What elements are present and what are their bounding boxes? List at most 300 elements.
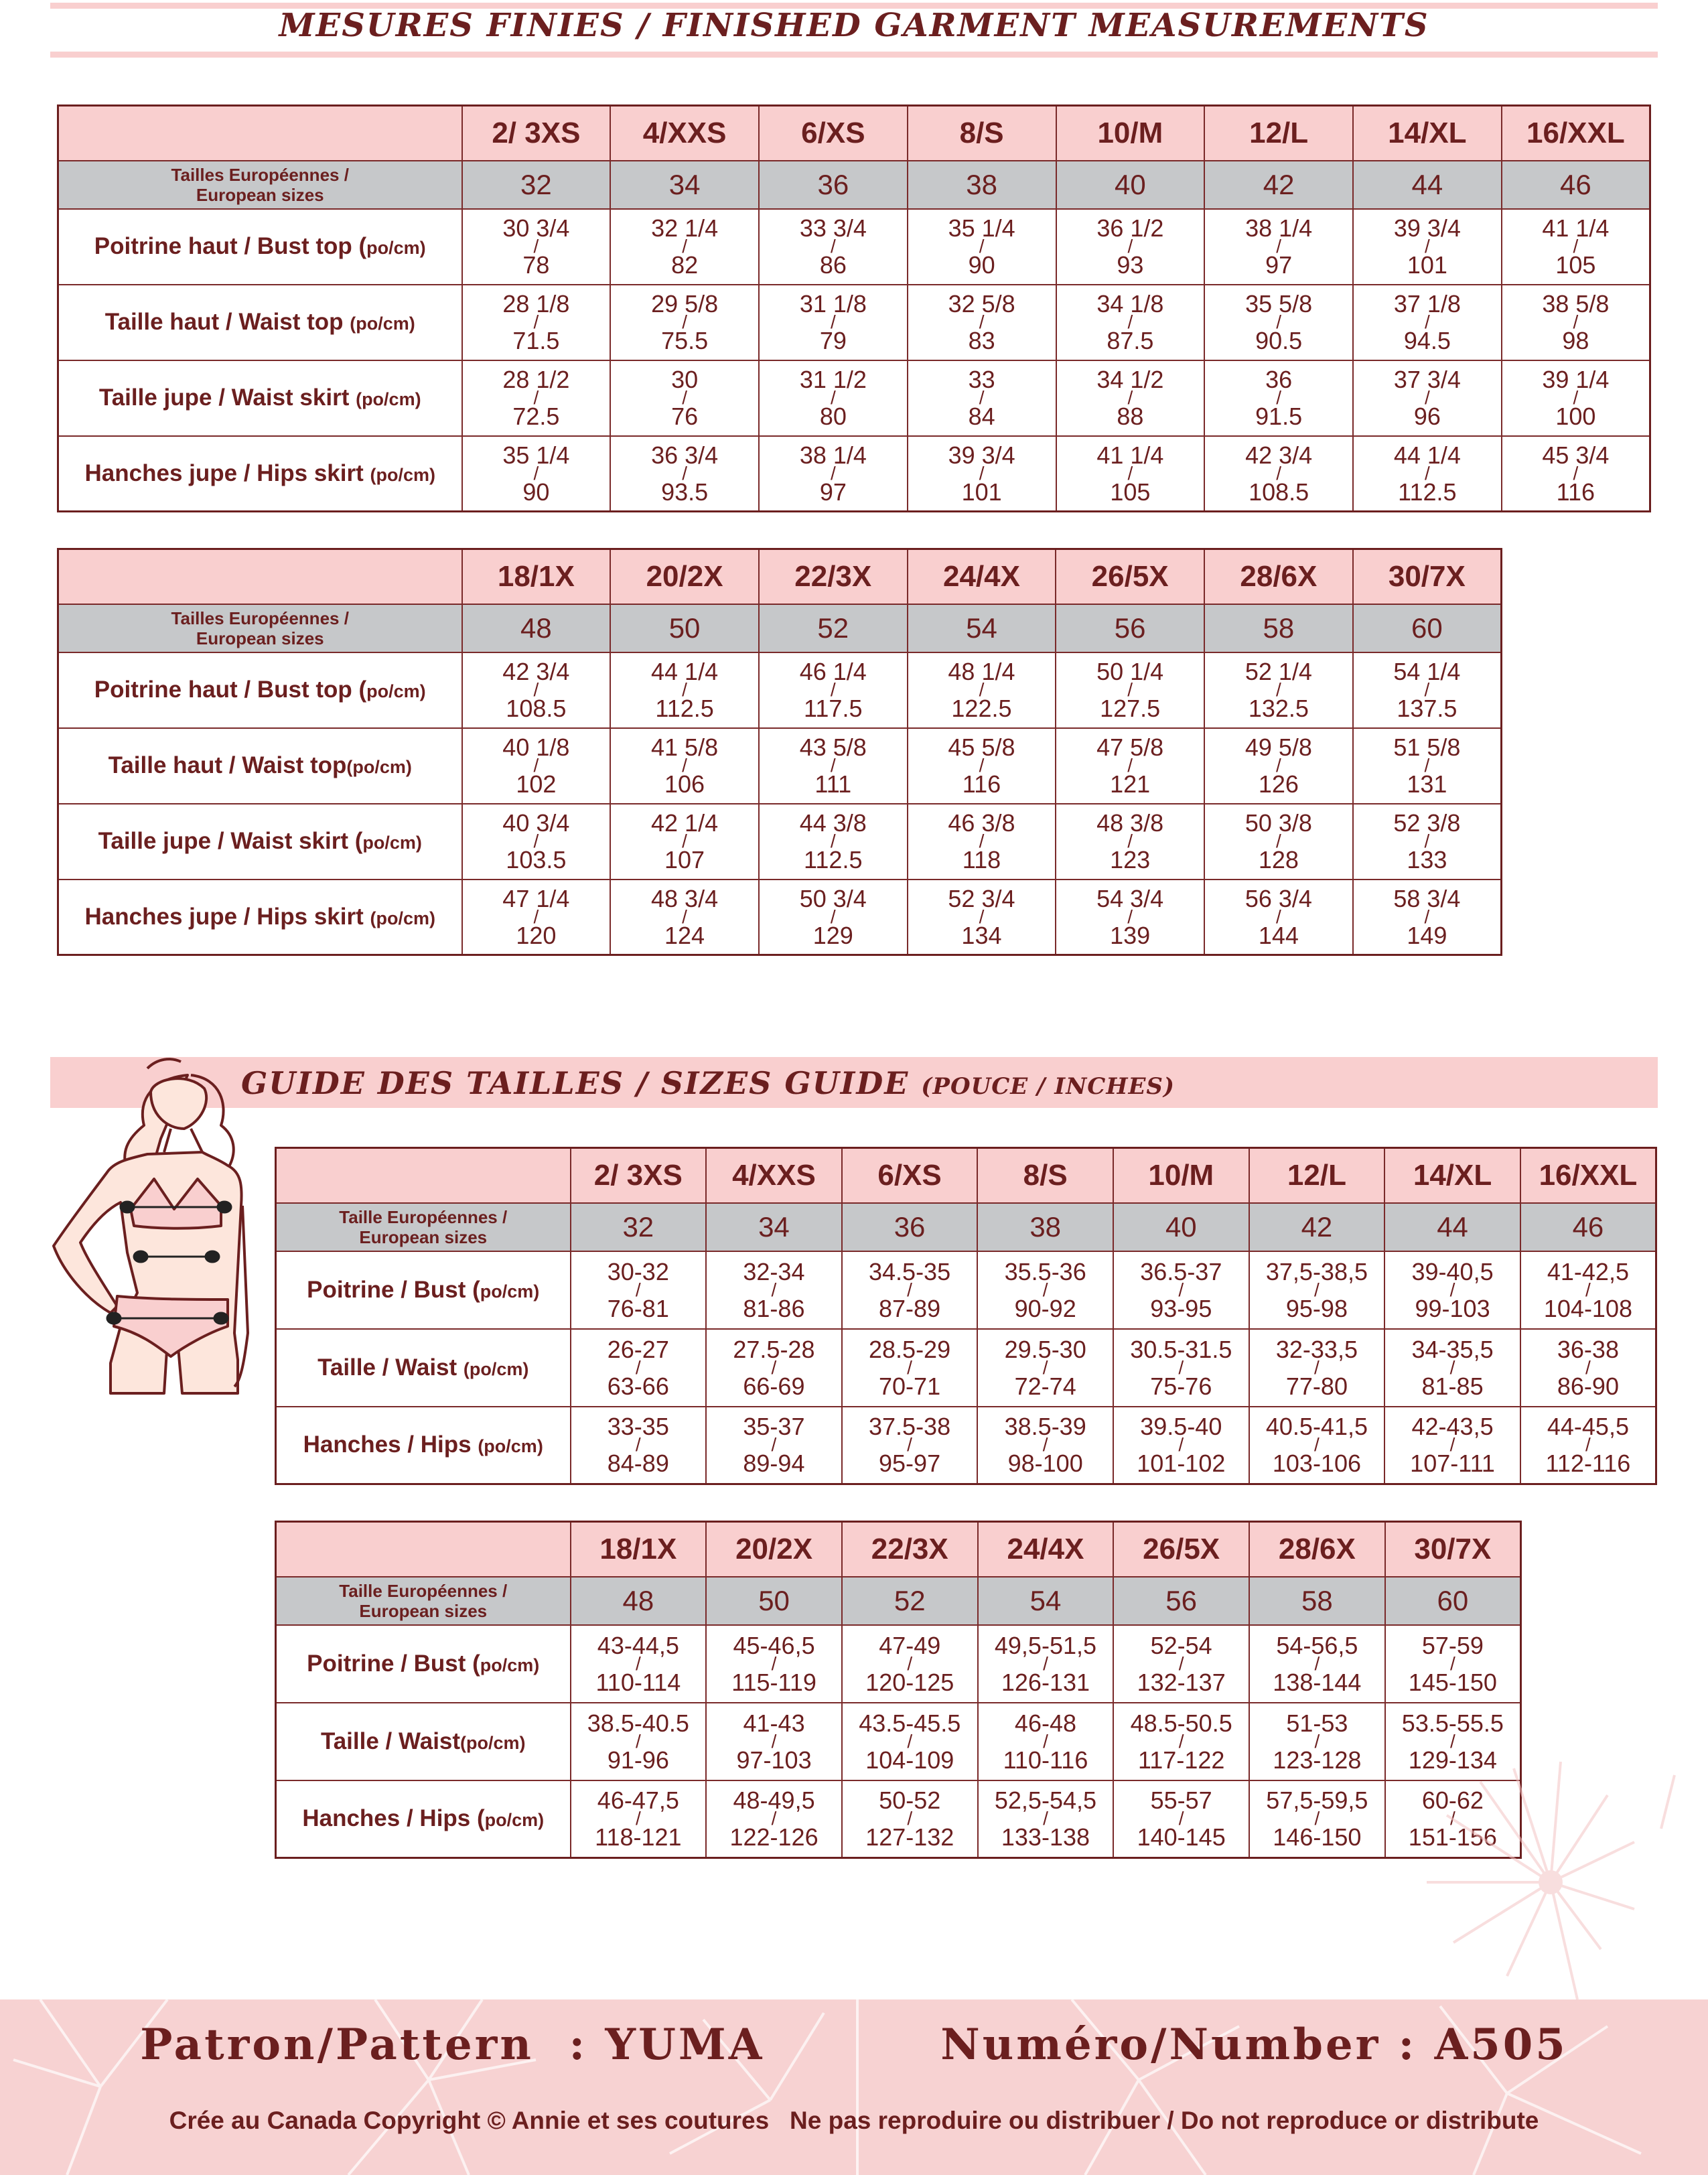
cm-value: 110-114 bbox=[595, 1668, 681, 1696]
size-header-cell: 16/XXL bbox=[1502, 106, 1650, 161]
measurement-cell bbox=[842, 1407, 978, 1484]
value-separator: / bbox=[682, 387, 688, 408]
size-header-cell: 28/6X bbox=[1204, 549, 1353, 604]
value-separator: / bbox=[979, 831, 985, 851]
sizes-guide-title-text: GUIDE DES TAILLES / SIZES GUIDE bbox=[241, 1065, 922, 1101]
cm-value: 104-108 bbox=[1543, 1294, 1632, 1322]
measurement-cell bbox=[977, 1251, 1113, 1329]
value-separator: / bbox=[533, 311, 539, 332]
cm-value: 106 bbox=[664, 770, 705, 798]
sizes-guide-table-2 bbox=[275, 1521, 1522, 1859]
measurement-cell bbox=[908, 436, 1056, 512]
inches-value: 36.5-37 bbox=[1140, 1257, 1222, 1285]
size-header-cell: 18/1X bbox=[462, 549, 611, 604]
cm-value: 120-125 bbox=[865, 1668, 954, 1696]
measurement-cell bbox=[462, 728, 611, 804]
value-separator: / bbox=[1127, 462, 1133, 484]
measurement-label bbox=[58, 652, 462, 728]
inches-value: 49 5/8 bbox=[1244, 733, 1312, 761]
value-separator: / bbox=[1178, 1808, 1184, 1829]
value-separator: / bbox=[533, 462, 539, 484]
measurement-cell bbox=[759, 360, 908, 436]
measurement-unit: po/cm) bbox=[366, 681, 426, 701]
inches-value: 40 1/8 bbox=[502, 733, 570, 761]
measurement-cell bbox=[1384, 1329, 1520, 1407]
inches-value: 48.5-50.5 bbox=[1130, 1709, 1232, 1737]
measurement-label-text: Hanches jupe / Hips skirt bbox=[84, 903, 370, 930]
measurement-row bbox=[276, 1407, 1656, 1484]
measurement-cell bbox=[978, 1703, 1114, 1780]
measurement-cell bbox=[1204, 804, 1353, 880]
value-separator: / bbox=[1043, 1808, 1048, 1829]
measurement-cell bbox=[1113, 1329, 1249, 1407]
value-separator: / bbox=[1424, 311, 1430, 332]
measurement-cell bbox=[1056, 360, 1205, 436]
cm-value: 112.5 bbox=[1398, 478, 1457, 506]
cm-value: 101 bbox=[961, 478, 1002, 506]
inches-value: 39-40,5 bbox=[1411, 1257, 1494, 1285]
value-separator: / bbox=[1276, 311, 1282, 332]
measurement-cell bbox=[571, 1329, 707, 1407]
value-separator: / bbox=[907, 1279, 912, 1300]
cm-value: 108.5 bbox=[506, 695, 567, 722]
size-header-cell: 16/XXL bbox=[1520, 1148, 1656, 1203]
value-separator: / bbox=[979, 387, 985, 408]
measurement-cell bbox=[842, 1329, 978, 1407]
measurement-cell bbox=[1204, 652, 1353, 728]
cm-value: 103.5 bbox=[506, 846, 567, 873]
value-separator: / bbox=[1178, 1434, 1184, 1456]
inches-value: 38.5-39 bbox=[1004, 1413, 1086, 1441]
inches-value: 52 3/4 bbox=[948, 884, 1015, 912]
cm-value: 102 bbox=[516, 770, 557, 798]
value-separator: / bbox=[1573, 462, 1579, 484]
measurement-cell bbox=[1113, 1625, 1249, 1703]
value-separator: / bbox=[771, 1730, 777, 1752]
measurement-unit: po/cm) bbox=[480, 1281, 540, 1302]
measurement-cell bbox=[571, 1703, 707, 1780]
european-size-cell: 56 bbox=[1113, 1577, 1249, 1625]
measurement-cell bbox=[908, 285, 1056, 360]
inches-value: 48 3/8 bbox=[1096, 809, 1164, 837]
measurement-row bbox=[276, 1703, 1521, 1780]
measurement-cell bbox=[1204, 728, 1353, 804]
measurement-cell bbox=[759, 728, 908, 804]
pattern-number: Numéro/Number : A505 bbox=[940, 2020, 1568, 2070]
measurement-cell bbox=[1502, 436, 1650, 512]
value-separator: / bbox=[635, 1279, 641, 1300]
measurement-cell bbox=[908, 804, 1056, 880]
inches-value: 43.5-45.5 bbox=[859, 1709, 961, 1737]
measurement-row bbox=[58, 880, 1502, 955]
measurement-cell bbox=[1502, 285, 1650, 360]
measurement-label-text: Poitrine haut / Bust top ( bbox=[94, 677, 367, 703]
value-separator: / bbox=[830, 831, 836, 851]
size-header-cell: 14/XL bbox=[1384, 1148, 1520, 1203]
size-header-cell: 10/M bbox=[1113, 1148, 1249, 1203]
inches-value: 31 1/2 bbox=[799, 366, 867, 393]
measurement-label bbox=[58, 880, 462, 955]
sizes-guide-table-1 bbox=[275, 1147, 1657, 1485]
value-separator: / bbox=[1127, 831, 1133, 851]
cm-value: 127-132 bbox=[865, 1823, 954, 1851]
value-separator: / bbox=[1314, 1356, 1320, 1378]
measurement-cell bbox=[842, 1251, 978, 1329]
measurement-cell bbox=[1353, 804, 1502, 880]
eu-label-line-1: Taille Européennes / bbox=[339, 1580, 508, 1601]
value-separator: / bbox=[1424, 755, 1430, 776]
european-size-cell: 58 bbox=[1249, 1577, 1385, 1625]
inches-value: 36-38 bbox=[1557, 1335, 1619, 1363]
cm-value: 133 bbox=[1407, 846, 1447, 873]
measurement-cell bbox=[908, 209, 1056, 285]
eu-label-line-1: Tailles Européennes / bbox=[171, 608, 349, 628]
european-size-cell: 48 bbox=[571, 1577, 707, 1625]
inches-value: 26-27 bbox=[607, 1335, 669, 1363]
cm-value: 128 bbox=[1258, 846, 1299, 873]
measurement-label-text: Taille / Waist bbox=[320, 1728, 461, 1754]
size-header-cell: 6/XS bbox=[842, 1148, 978, 1203]
european-size-cell: 40 bbox=[1113, 1203, 1249, 1251]
measurement-label bbox=[58, 285, 462, 360]
value-separator: / bbox=[1042, 1356, 1048, 1378]
size-header-row bbox=[276, 1522, 1521, 1577]
inches-value: 41 5/8 bbox=[651, 733, 719, 761]
inches-value: 35 5/8 bbox=[1245, 290, 1313, 318]
value-separator: / bbox=[635, 1808, 641, 1829]
inches-value: 49,5-51,5 bbox=[994, 1631, 1097, 1659]
value-separator: / bbox=[1178, 1356, 1184, 1378]
inches-value: 56 3/4 bbox=[1244, 884, 1312, 912]
european-size-cell: 34 bbox=[610, 161, 759, 209]
value-separator: / bbox=[1275, 679, 1281, 700]
size-header-cell: 20/2X bbox=[610, 549, 759, 604]
measurement-cell bbox=[610, 804, 759, 880]
inches-value: 30-32 bbox=[607, 1257, 669, 1285]
measurement-cell bbox=[1249, 1407, 1385, 1484]
cm-value: 97-103 bbox=[736, 1746, 812, 1774]
measurement-cell bbox=[462, 436, 611, 512]
european-size-cell: 40 bbox=[1056, 161, 1205, 209]
cm-value: 129 bbox=[812, 921, 853, 949]
measurement-label bbox=[58, 360, 462, 436]
measurement-label-text: Poitrine haut / Bust top ( bbox=[94, 233, 367, 259]
inches-value: 39.5-40 bbox=[1140, 1413, 1222, 1441]
value-separator: / bbox=[1314, 1653, 1320, 1674]
european-size-cell: 54 bbox=[978, 1577, 1114, 1625]
measurement-cell bbox=[1249, 1703, 1385, 1780]
inches-value: 39 1/4 bbox=[1542, 366, 1610, 393]
cm-value: 91-96 bbox=[607, 1746, 669, 1774]
measurement-label-text: Poitrine / Bust ( bbox=[307, 1276, 480, 1303]
inches-value: 37,5-38,5 bbox=[1265, 1257, 1368, 1285]
value-separator: / bbox=[1573, 311, 1579, 332]
inches-value: 40.5-41,5 bbox=[1265, 1413, 1368, 1441]
cm-value: 112-116 bbox=[1545, 1450, 1631, 1478]
measurement-label-text: Taille jupe / Waist skirt ( bbox=[98, 828, 363, 854]
size-header-cell: 14/XL bbox=[1353, 106, 1502, 161]
cm-value: 126-131 bbox=[1001, 1668, 1090, 1696]
value-separator: / bbox=[1276, 236, 1282, 257]
inches-value: 43 5/8 bbox=[799, 733, 867, 761]
measurement-cell bbox=[1056, 804, 1204, 880]
cm-value: 76 bbox=[671, 403, 699, 430]
measurement-label bbox=[276, 1407, 571, 1484]
cm-value: 76-81 bbox=[607, 1294, 669, 1322]
inches-value: 38 1/4 bbox=[799, 441, 867, 469]
dandelion-decoration-icon bbox=[1413, 1755, 1695, 2003]
measurement-cell bbox=[462, 285, 611, 360]
cm-value: 90.5 bbox=[1255, 327, 1303, 354]
cm-value: 79 bbox=[819, 327, 847, 354]
value-separator: / bbox=[533, 755, 539, 776]
inches-value: 30.5-31.5 bbox=[1130, 1335, 1232, 1363]
measurement-label-text: Hanches jupe / Hips skirt bbox=[84, 460, 370, 486]
value-separator: / bbox=[635, 1356, 641, 1378]
size-header-cell: 20/2X bbox=[706, 1522, 842, 1577]
value-separator: / bbox=[1573, 236, 1579, 257]
inches-value: 37.5-38 bbox=[869, 1413, 951, 1441]
value-separator: / bbox=[1424, 462, 1430, 484]
measurement-unit: po/cm) bbox=[362, 833, 422, 853]
value-separator: / bbox=[771, 1653, 777, 1674]
inches-value: 50 3/8 bbox=[1244, 809, 1312, 837]
measurement-cell bbox=[1520, 1329, 1656, 1407]
value-separator: / bbox=[830, 311, 836, 332]
measurement-cell bbox=[462, 360, 611, 436]
inches-value: 52 3/8 bbox=[1393, 809, 1461, 837]
inches-value: 42 1/4 bbox=[651, 809, 719, 837]
european-size-cell: 60 bbox=[1385, 1577, 1521, 1625]
cm-value: 66-69 bbox=[743, 1372, 805, 1400]
measurement-label-text: Poitrine / Bust ( bbox=[307, 1650, 480, 1677]
cm-value: 118-121 bbox=[595, 1823, 682, 1851]
value-separator: / bbox=[1275, 755, 1281, 776]
eu-label-line-2: European sizes bbox=[196, 628, 324, 648]
measurement-cell bbox=[1113, 1251, 1249, 1329]
measurement-cell bbox=[1056, 285, 1205, 360]
value-separator: / bbox=[1127, 311, 1133, 332]
cm-value: 103-106 bbox=[1272, 1450, 1361, 1478]
size-header-cell: 30/7X bbox=[1353, 549, 1502, 604]
inches-value: 32 1/4 bbox=[651, 214, 719, 242]
size-header-row bbox=[58, 106, 1650, 161]
european-size-cell: 56 bbox=[1056, 604, 1204, 652]
measurement-cell bbox=[1249, 1251, 1385, 1329]
size-header-cell: 2/ 3XS bbox=[571, 1148, 707, 1203]
measurement-cell bbox=[1353, 436, 1502, 512]
inches-value: 43-44,5 bbox=[597, 1631, 679, 1659]
footer bbox=[0, 1999, 1708, 2175]
measurement-label-text: Taille haut / Waist top bbox=[104, 309, 350, 335]
cm-value: 88 bbox=[1117, 403, 1144, 430]
cm-value: 75.5 bbox=[661, 327, 709, 354]
cm-value: 90-92 bbox=[1014, 1294, 1076, 1322]
measurement-cell bbox=[842, 1625, 978, 1703]
value-separator: / bbox=[682, 236, 688, 257]
inches-value: 37 1/8 bbox=[1393, 290, 1461, 318]
value-separator: / bbox=[1585, 1356, 1591, 1378]
value-separator: / bbox=[1127, 679, 1133, 700]
inches-value: 33 3/4 bbox=[799, 214, 867, 242]
cm-value: 118 bbox=[962, 846, 1001, 873]
inches-value: 38.5-40.5 bbox=[587, 1709, 689, 1737]
cm-value: 97 bbox=[819, 478, 847, 506]
measurement-cell bbox=[610, 652, 759, 728]
cm-value: 124 bbox=[664, 921, 705, 949]
cm-value: 117.5 bbox=[804, 695, 863, 722]
cm-value: 122-126 bbox=[729, 1823, 819, 1851]
inches-value: 45-46,5 bbox=[733, 1631, 815, 1659]
measurement-cell bbox=[610, 728, 759, 804]
measurement-cell bbox=[706, 1625, 842, 1703]
value-separator: / bbox=[1314, 1279, 1320, 1300]
cm-value: 83 bbox=[968, 327, 995, 354]
eu-label-line-2: European sizes bbox=[359, 1226, 488, 1247]
inches-value: 32-33,5 bbox=[1275, 1335, 1358, 1363]
cm-value: 117-122 bbox=[1137, 1746, 1225, 1774]
inches-value: 36 bbox=[1265, 366, 1293, 393]
value-separator: / bbox=[1042, 1279, 1048, 1300]
measurement-cell bbox=[1204, 285, 1353, 360]
cm-value: 97 bbox=[1265, 251, 1293, 279]
eu-label-line-1: Taille Européennes / bbox=[339, 1206, 508, 1227]
inches-value: 51 5/8 bbox=[1393, 733, 1461, 761]
measurement-cell bbox=[1353, 880, 1502, 955]
cm-value: 91.5 bbox=[1255, 403, 1303, 430]
european-size-cell: 58 bbox=[1204, 604, 1353, 652]
measurement-cell bbox=[1520, 1407, 1656, 1484]
cm-value: 81-86 bbox=[743, 1294, 805, 1322]
european-size-cell: 50 bbox=[706, 1577, 842, 1625]
value-separator: / bbox=[1585, 1279, 1591, 1300]
inches-value: 42-43,5 bbox=[1411, 1413, 1494, 1441]
measurement-cell bbox=[571, 1625, 707, 1703]
sizes-guide-title-unit: (POUCE / INCHES) bbox=[921, 1073, 1176, 1100]
measurement-row bbox=[276, 1780, 1521, 1858]
cm-value: 129-134 bbox=[1408, 1746, 1497, 1774]
european-size-cell: 32 bbox=[571, 1203, 707, 1251]
inches-value: 46 3/8 bbox=[948, 809, 1015, 837]
measurement-cell bbox=[610, 285, 759, 360]
inches-value: 33 bbox=[968, 366, 995, 393]
measurement-cell bbox=[1502, 360, 1650, 436]
value-separator: / bbox=[1424, 906, 1430, 927]
value-separator: / bbox=[1449, 1730, 1455, 1752]
measurement-cell bbox=[1056, 652, 1204, 728]
european-size-cell: 44 bbox=[1384, 1203, 1520, 1251]
cm-value: 80 bbox=[819, 403, 847, 430]
measurement-cell bbox=[759, 285, 908, 360]
value-separator: / bbox=[771, 1356, 777, 1378]
european-size-cell: 36 bbox=[759, 161, 908, 209]
value-separator: / bbox=[1449, 1653, 1455, 1674]
european-size-row bbox=[276, 1577, 1521, 1625]
cm-value: 101-102 bbox=[1137, 1450, 1226, 1478]
measurement-cell bbox=[571, 1251, 707, 1329]
inches-value: 34.5-35 bbox=[869, 1257, 951, 1285]
cm-value: 134 bbox=[961, 921, 1002, 949]
inches-value: 46 1/4 bbox=[799, 658, 867, 685]
measurement-cell bbox=[1520, 1251, 1656, 1329]
header-blank-cell bbox=[58, 106, 462, 161]
measurement-cell bbox=[706, 1703, 842, 1780]
size-header-cell: 2/ 3XS bbox=[462, 106, 611, 161]
measurement-cell bbox=[1204, 880, 1353, 955]
measurement-label bbox=[58, 804, 462, 880]
value-separator: / bbox=[771, 1808, 777, 1829]
cm-value: 71.5 bbox=[512, 327, 560, 354]
measurement-cell bbox=[1353, 728, 1502, 804]
measurement-label-text: Taille jupe / Waist skirt bbox=[98, 384, 356, 411]
measurement-unit: (po/cm) bbox=[370, 464, 435, 485]
european-size-row bbox=[58, 161, 1650, 209]
cm-value: 95-97 bbox=[879, 1450, 941, 1478]
measurement-cell bbox=[759, 652, 908, 728]
inches-value: 45 5/8 bbox=[948, 733, 1015, 761]
european-size-cell: 54 bbox=[908, 604, 1056, 652]
size-header-cell: 24/4X bbox=[978, 1522, 1114, 1577]
header-blank-cell bbox=[276, 1522, 571, 1577]
body-measurement-figure-icon bbox=[27, 1052, 281, 1494]
inches-value: 39 3/4 bbox=[1393, 214, 1461, 242]
european-size-cell: 32 bbox=[462, 161, 611, 209]
inches-value: 37 3/4 bbox=[1393, 366, 1461, 393]
inches-value: 34 1/8 bbox=[1096, 290, 1164, 318]
measurement-cell bbox=[1384, 1251, 1520, 1329]
measurement-label bbox=[276, 1703, 571, 1780]
cm-value: 144 bbox=[1258, 921, 1299, 949]
measurement-cell bbox=[842, 1780, 978, 1858]
size-header-row bbox=[276, 1148, 1656, 1203]
measurement-cell bbox=[706, 1251, 842, 1329]
measurement-cell bbox=[610, 880, 759, 955]
measurement-cell bbox=[571, 1407, 707, 1484]
cm-value: 86 bbox=[819, 251, 847, 279]
european-size-cell: 38 bbox=[908, 161, 1056, 209]
measurement-row bbox=[58, 436, 1650, 512]
inches-value: 47 1/4 bbox=[502, 884, 570, 912]
measurement-cell bbox=[1113, 1780, 1249, 1858]
value-separator: / bbox=[682, 906, 687, 927]
cm-value: 93-95 bbox=[1150, 1294, 1212, 1322]
measurement-cell bbox=[1249, 1625, 1385, 1703]
size-header-cell: 30/7X bbox=[1385, 1522, 1521, 1577]
inches-value: 50-52 bbox=[879, 1786, 941, 1815]
measurement-cell bbox=[462, 652, 611, 728]
inches-value: 53.5-55.5 bbox=[1401, 1709, 1504, 1737]
value-separator: / bbox=[771, 1279, 777, 1300]
european-size-cell: 44 bbox=[1353, 161, 1502, 209]
inches-value: 54-56,5 bbox=[1276, 1631, 1358, 1659]
measurement-cell bbox=[610, 436, 759, 512]
value-separator: / bbox=[907, 1356, 912, 1378]
value-separator: / bbox=[533, 679, 539, 700]
value-separator: / bbox=[1178, 1730, 1184, 1752]
cm-value: 87.5 bbox=[1107, 327, 1154, 354]
european-size-cell: 38 bbox=[977, 1203, 1113, 1251]
measurement-row bbox=[58, 360, 1650, 436]
measurement-unit: (po/cm) bbox=[460, 1732, 526, 1753]
cm-value: 116 bbox=[1556, 478, 1595, 506]
cm-value: 132.5 bbox=[1248, 695, 1309, 722]
measurement-unit: (po/cm) bbox=[350, 313, 415, 334]
value-separator: / bbox=[1424, 387, 1430, 408]
inches-value: 52 1/4 bbox=[1244, 658, 1312, 685]
value-separator: / bbox=[979, 755, 985, 776]
inches-value: 29.5-30 bbox=[1004, 1335, 1086, 1363]
inches-value: 48 1/4 bbox=[948, 658, 1015, 685]
